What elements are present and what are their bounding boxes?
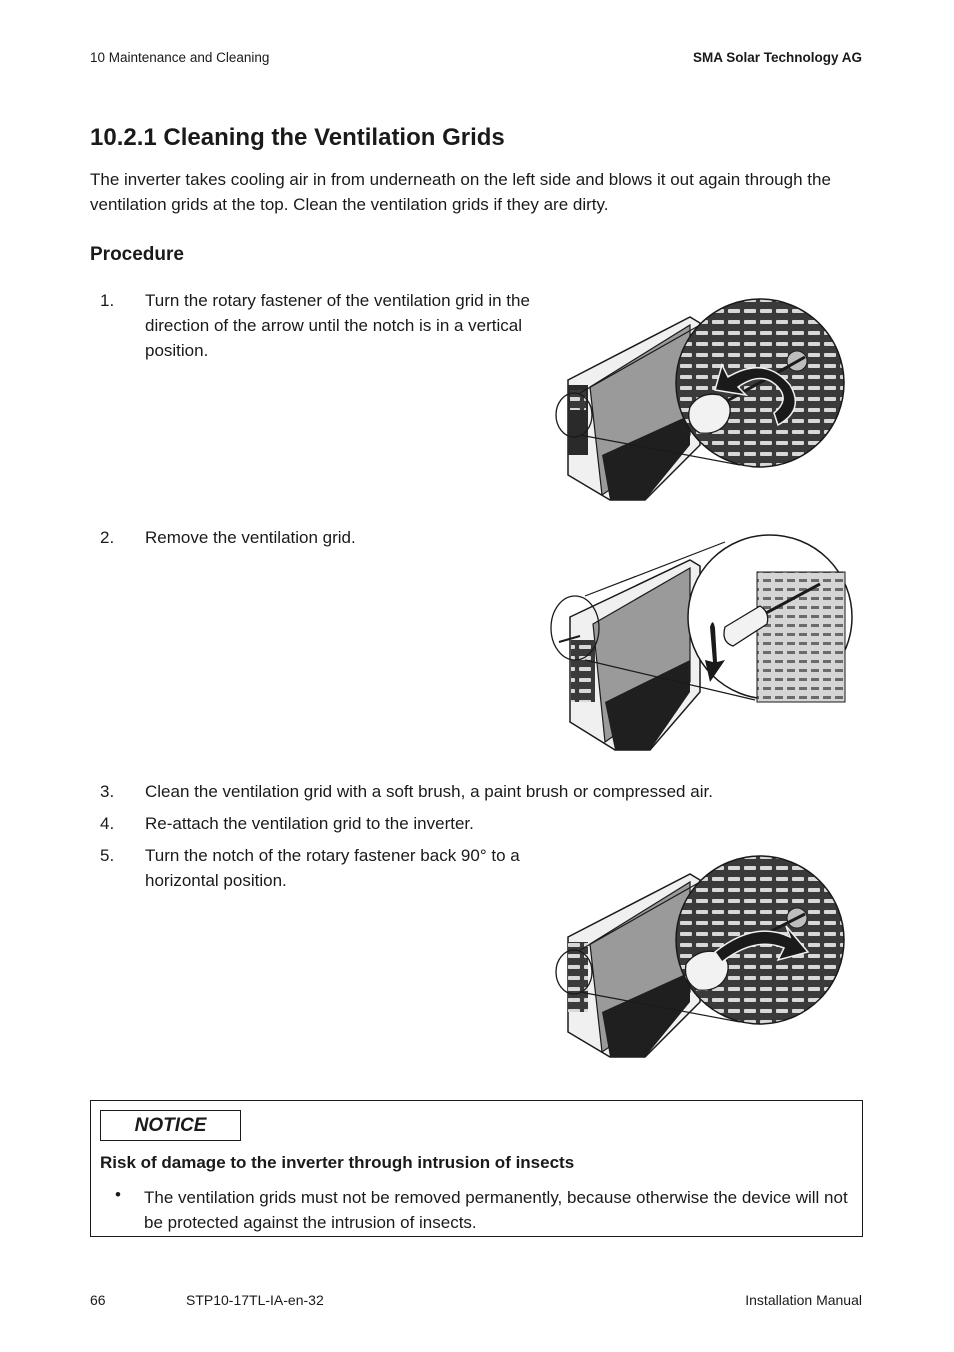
- step-line: Turn the rotary fastener of the ventilation grid in the: [145, 291, 530, 310]
- step-number: 3.: [100, 782, 115, 801]
- notice-title: Risk of damage to the inverter through intrusion of insects: [100, 1153, 575, 1172]
- step-text: [145, 811, 865, 836]
- figure-rotate-fastener-vertical: [550, 295, 850, 507]
- notice-label: NOTICE: [100, 1110, 241, 1141]
- intro-paragraph: The inverter takes cooling air in from underneath on the left side and blows it out again through the ventilation grids at the top. Clean the ventilation grids if they are dirty.: [90, 170, 831, 214]
- step-line: horizontal position.: [145, 871, 287, 890]
- page-number: 66: [90, 1292, 106, 1308]
- running-header-chapter: 10 Maintenance and Cleaning: [90, 50, 270, 65]
- notice-box: [90, 1100, 863, 1237]
- step-line: Re-attach the ventilation grid to the inverter.: [145, 814, 474, 833]
- step-text: [145, 288, 565, 363]
- step-number: 2.: [100, 528, 115, 547]
- figure-remove-ventilation-grid: [545, 532, 855, 754]
- document-id: STP10-17TL-IA-en-32: [186, 1292, 324, 1308]
- step-number: 4.: [100, 814, 115, 833]
- step-line: Clean the ventilation grid with a soft brush, a paint brush or compressed air.: [145, 782, 713, 801]
- figure-rotate-fastener-horizontal: [550, 852, 850, 1064]
- step-line: Turn the notch of the rotary fastener back 90° to a: [145, 846, 520, 865]
- step-line: position.: [145, 341, 209, 360]
- step-line: direction of the arrow until the notch is in a vertical: [145, 316, 523, 335]
- section-title: 10.2.1 Cleaning the Ventilation Grids: [90, 124, 505, 151]
- step-number: 1.: [100, 291, 115, 310]
- notice-text: The ventilation grids must not be removed permanently, because otherwise the device will not be protected against the intrusion of insects.: [144, 1188, 848, 1232]
- procedure-heading: Procedure: [90, 244, 184, 265]
- step-text: [145, 779, 865, 804]
- step-line: Remove the ventilation grid.: [145, 528, 356, 547]
- document-type: Installation Manual: [745, 1292, 862, 1308]
- step-text: [145, 525, 565, 550]
- bullet-icon: •: [115, 1185, 121, 1204]
- running-header-company: SMA Solar Technology AG: [692, 50, 862, 65]
- step-number: 5.: [100, 846, 115, 865]
- step-text: [145, 843, 565, 893]
